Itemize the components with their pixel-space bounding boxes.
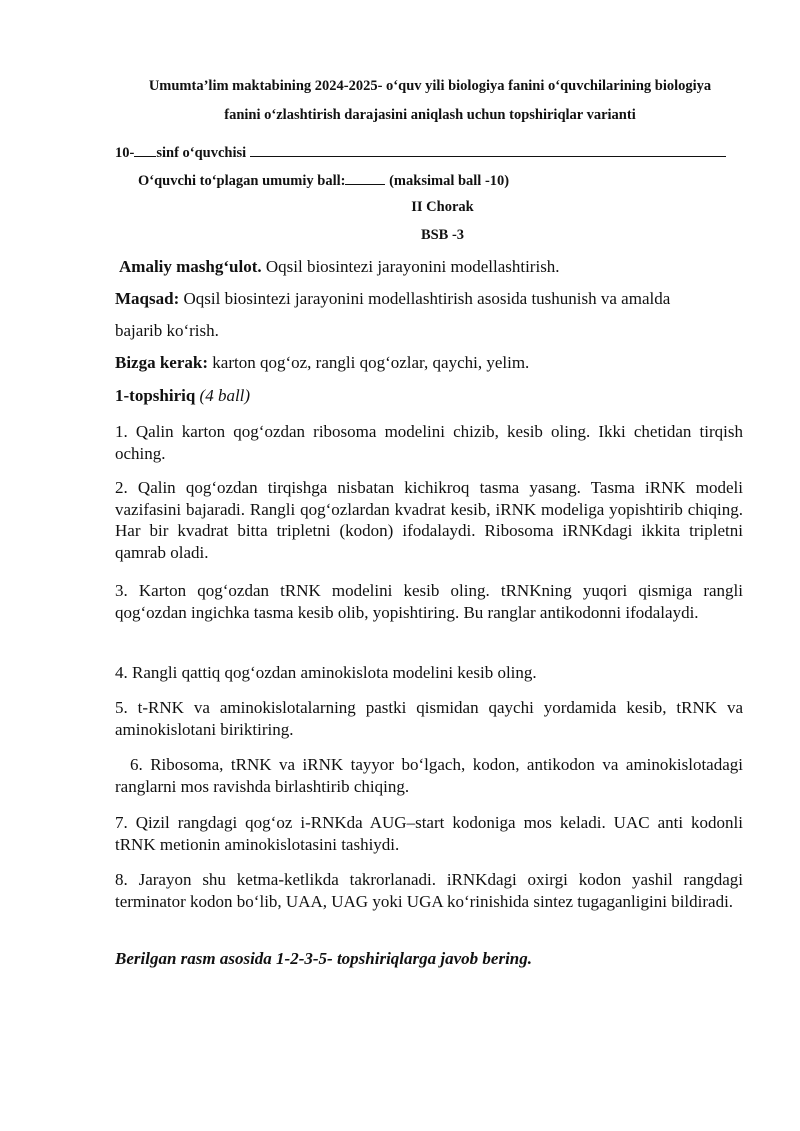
final-instruction: Berilgan rasm asosida 1-2-3-5- topshiriqlarga javob bering. xyxy=(115,949,533,968)
document-title-line-1: Umumta’lim maktabining 2024-2025- o‘quv yili biologiya fanini o‘quvchilarining biologiya xyxy=(148,78,712,94)
step-2: 2. Qalin qog‘ozdan tirqishga nisbatan kichikroq tasma yasang. Tasma iRNK modeli vazifasini bajaradi. Rangli qog‘ozlardan kvadrat kesib, iRNK modeliga yopishtirib chiqing. Har bir kvadrat bitta tripletni (kodon) ifodalaydi. Ribosoma iRNKdagi ikkita tripletni qamrab oladi. xyxy=(115,478,743,562)
step-6: 6. Ribosoma, tRNK va iRNK tayyor bo‘lgach, kodon, antikodon va aminokislotadagi ranglarni mos ravishda birlashtirib chiqing. xyxy=(115,755,743,796)
bsb-heading: BSB -3 xyxy=(420,227,465,243)
score-blank[interactable] xyxy=(345,172,385,185)
practical-line xyxy=(119,256,560,277)
practical-label: Amaliy mashg‘ulot. xyxy=(119,257,262,276)
quarter-heading: II Chorak xyxy=(411,199,474,215)
step-3: 3. Karton qog‘ozdan tRNK modelini kesib oling. tRNKning yuqori qismiga rangli qog‘ozdan ingichka tasma kesib olib, yopishtiring. Bu ranglar antikodonni ifodalaydi. xyxy=(115,581,743,622)
step-1: 1. Qalin karton qog‘ozdan ribosoma modelini chizib, kesib oling. Ikki chetidan tirqish oching. xyxy=(115,422,743,463)
materials-line xyxy=(115,352,529,373)
score-line xyxy=(138,172,509,190)
class-prefix: 10- xyxy=(115,145,135,161)
student-label: sinf o‘quvchisi xyxy=(156,145,247,161)
step-8: 8. Jarayon shu ketma-ketlikda takrorlanadi. iRNKdagi oxirgi kodon yashil rangdagi terminator kodon bo‘lib, UAA, UAG yoki UGA ko‘rinishida sintez tugaganligini bildiradi. xyxy=(115,870,743,911)
practical-text: Oqsil biosintezi jarayonini modellashtirish. xyxy=(261,257,560,276)
score-label: O‘quvchi to‘plagan umumiy ball: xyxy=(138,173,346,189)
student-name-blank[interactable] xyxy=(250,144,726,157)
materials-text: karton qog‘oz, rangli qog‘ozlar, qaychi, yelim. xyxy=(208,353,530,372)
step-7: 7. Qizil rangdagi qog‘oz i-RNKda AUG–start kodoniga mos keladi. UAC anti kodonli tRNK metionin aminokislotasini tashiydi. xyxy=(115,813,743,854)
goal-line xyxy=(115,288,670,309)
task-label: 1-topshiriq xyxy=(115,386,196,405)
student-name-line xyxy=(115,144,745,162)
goal-text-2: bajarib ko‘rish. xyxy=(115,321,219,340)
step-5: 5. t-RNK va aminokislotalarning pastki qismidan qaychi yordamida kesib, tRNK va aminokislotani biriktiring. xyxy=(115,698,743,739)
task-points: (4 ball) xyxy=(199,386,251,405)
materials-label: Bizga kerak: xyxy=(115,353,209,372)
class-number-blank[interactable] xyxy=(134,144,156,157)
task-heading xyxy=(115,385,250,406)
goal-label: Maqsad: xyxy=(115,289,180,308)
max-score: (maksimal ball -10) xyxy=(389,173,510,189)
document-title-line-2: fanini o‘zlashtirish darajasini aniqlash uchun topshiriqlar varianti xyxy=(224,107,636,123)
goal-text-1: Oqsil biosintezi jarayonini modellashtirish asosida tushunish va amalda xyxy=(179,289,671,308)
step-4: 4. Rangli qattiq qog‘ozdan aminokislota modelini kesib oling. xyxy=(115,663,537,682)
